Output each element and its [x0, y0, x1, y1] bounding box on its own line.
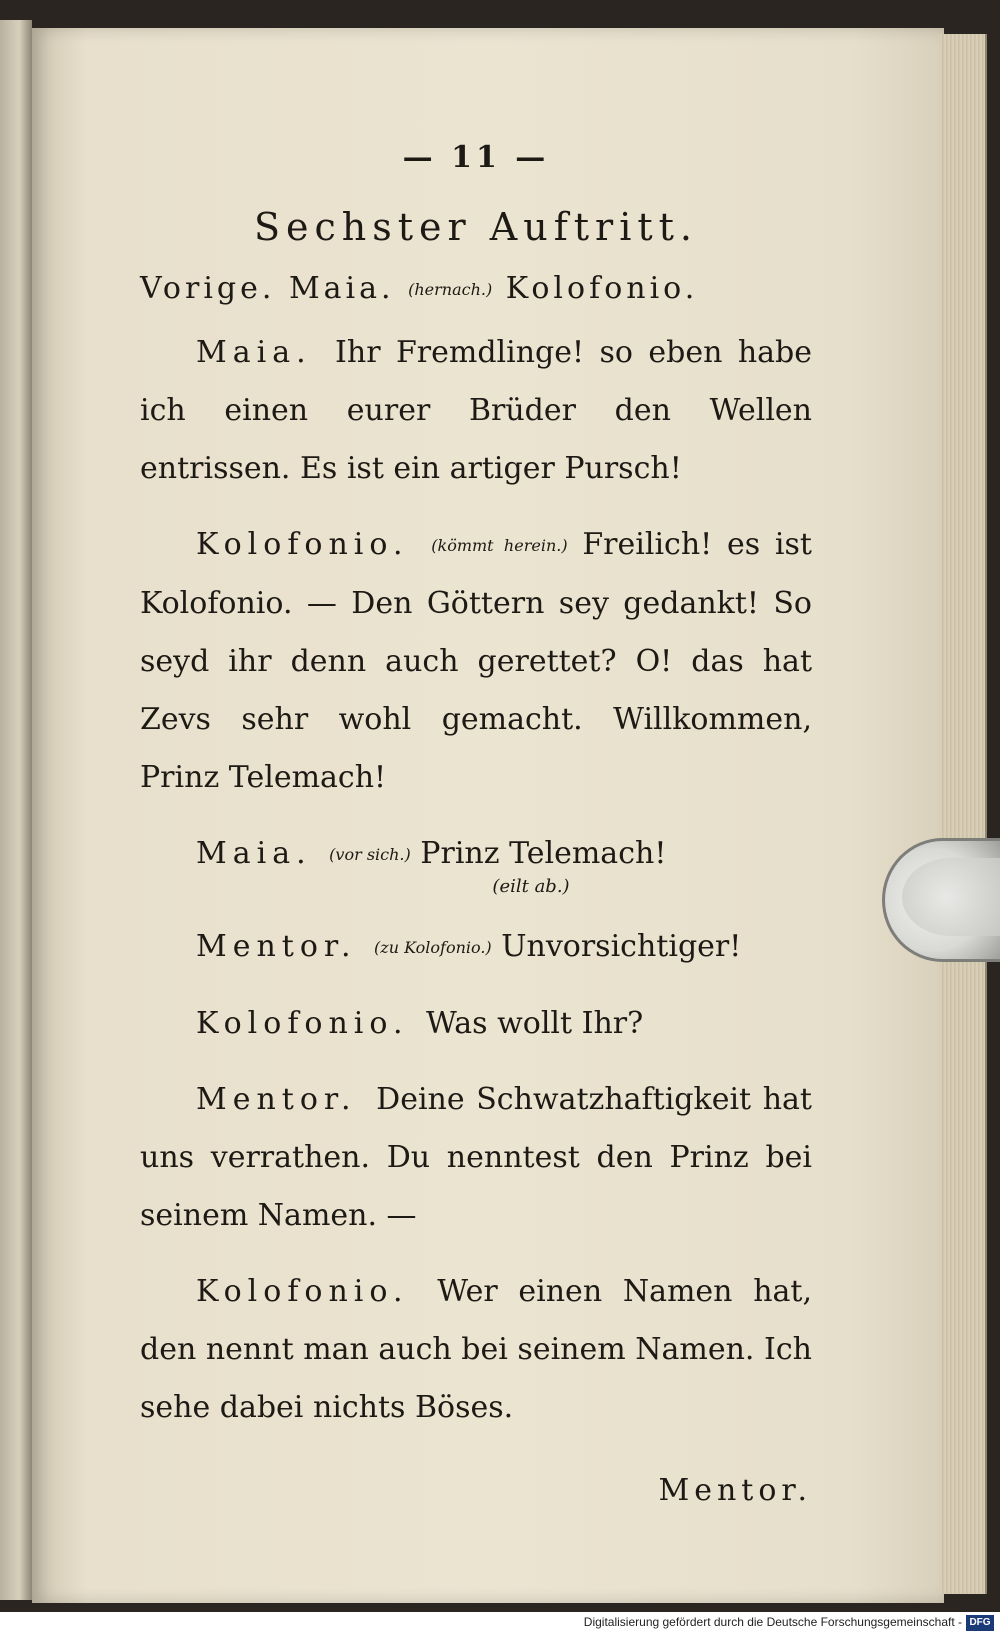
- speech-2: [140, 516, 812, 807]
- speech-3: [140, 825, 812, 900]
- page-clip-highlight: [902, 858, 1000, 936]
- scene-title: Sechster Auftritt.: [254, 205, 698, 249]
- stage-direction: (zu Kolofonio.): [374, 938, 492, 957]
- catchword: Mentor.: [658, 1473, 812, 1508]
- speech-text: Was wollt Ihr?: [426, 1006, 644, 1041]
- speech-text: Wer einen Namen hat, den nennt man auch bei seinem Namen. Ich sehe dabei nichts Böses.: [140, 1274, 813, 1425]
- speech-text: Ihr Fremdlinge! so eben habe ich einen eurer Brüder den Wellen entrissen. Es ist ein artiger Pursch!: [140, 335, 812, 486]
- dfg-logo-icon: DFG: [966, 1615, 994, 1631]
- stage-direction: (vor sich.): [329, 845, 411, 864]
- cast-names-b: Kolofonio.: [505, 271, 699, 306]
- speaker-name: Kolofonio.: [196, 527, 409, 562]
- left-page-edge: [0, 20, 32, 1600]
- cast-list: [140, 271, 812, 306]
- speech-text: Prinz Telemach!: [420, 836, 667, 871]
- speech-text: Freilich! es ist Kolofonio. — Den Göttern sey gedankt! So seyd ihr denn auch gerettet? O! das hat Zevs sehr wohl gemacht. Willkommen, Prinz Telemach!: [140, 527, 812, 795]
- speaker-name: Mentor.: [196, 1082, 357, 1117]
- speaker-name: Mentor.: [196, 929, 357, 964]
- speaker-name: Kolofonio.: [196, 1006, 409, 1041]
- speech-5: [140, 995, 812, 1053]
- page-number-header: — 11 —: [402, 140, 550, 175]
- exit-direction: (eilt ab.): [492, 876, 570, 897]
- speaker-name: Kolofonio.: [196, 1274, 409, 1309]
- speech-text: Unvorsichtiger!: [501, 929, 742, 964]
- speech-7: [140, 1263, 812, 1437]
- speech-1: [140, 324, 812, 498]
- speech-4: [140, 918, 812, 977]
- speech-6: [140, 1071, 812, 1245]
- speech-text: Deine Schwatzhaftigkeit hat uns verrathen. Du nenntest den Prinz bei seinem Namen. —: [140, 1082, 812, 1233]
- speaker-name: Maia.: [196, 335, 312, 370]
- stage-direction: (kömmt herein.): [431, 536, 568, 555]
- speaker-name: Maia.: [196, 836, 312, 871]
- cast-names-a: Vorige. Maia.: [140, 271, 395, 306]
- page-text: [140, 140, 812, 1508]
- cast-note: (hernach.): [408, 280, 493, 299]
- page-stack-edge: [940, 34, 987, 1594]
- footer-credit: Digitalisierung gefördert durch die Deutsche Forschungsgemeinschaft -: [583, 1615, 962, 1629]
- footer-bar: [0, 1612, 1000, 1635]
